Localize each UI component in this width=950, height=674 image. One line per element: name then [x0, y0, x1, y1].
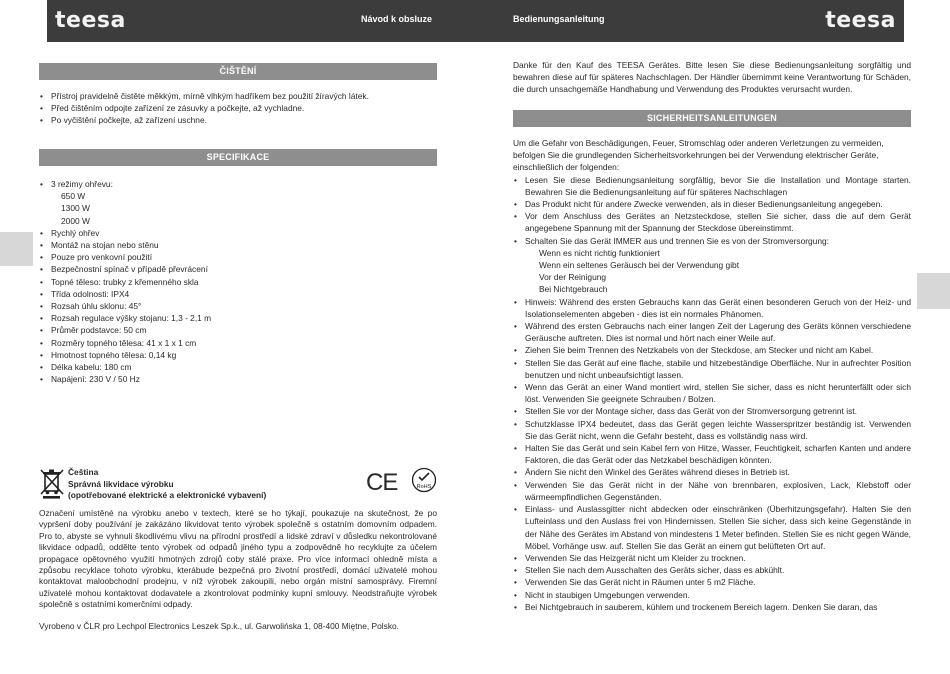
- list-item: • Rozsah úhlu sklonu: 45°: [39, 300, 437, 312]
- list-item: • Bezpečnostní spínač v případě převrácení: [39, 263, 437, 275]
- weee-title: Správná likvidace výrobku: [68, 478, 174, 489]
- heat-modes-list: [51, 190, 437, 227]
- heat-modes-label: 3 režimy ohřevu:: [51, 179, 113, 189]
- section-safety: [513, 110, 911, 613]
- list-item: • Ziehen Sie beim Trennen des Netzkabels von der Steckdose, am Stecker und nicht am Kabel.: [513, 344, 911, 356]
- cleaning-list: [39, 90, 437, 127]
- sub-item: 650 W: [61, 191, 86, 202]
- manufacturer-info: Vyrobeno v ČLR pro Lechpol Electronics Leszek Sp.k., ul. Garwolińska 1, 08-400 Miętne, Polsko.: [39, 621, 399, 631]
- section-title-specs: SPECIFIKACE: [39, 149, 437, 166]
- ce-mark: CE: [366, 469, 398, 496]
- sub-item: 1300 W: [61, 203, 90, 214]
- list-item: • Rozsah regulace výšky stojanu: 1,3 - 2,1 m: [39, 312, 437, 324]
- list-item: • Einlass- und Auslassgitter nicht abdecken oder einschränken (Überhitzungsgefahr). Halten Sie den Lufteinlass und den Auslass frei von Hindernissen. Stellen Sie sicher, dass sich keine Gegenstände in der Nähe des Gerätes im Abstand von mindestens 1 Meter befinden. Stellen Sie es nicht gegen Wände, Möbel, Vorhänge usw. auf. Stellen Sie das Gerät an einem gut belüfteten Ort auf.: [513, 503, 911, 552]
- section-cleaning: [39, 63, 437, 127]
- list-item: • Bei Nichtgebrauch in sauberem, kühlem und trockenem Bereich lagern. Denken Sie daran, das: [513, 601, 911, 613]
- list-item: • Rozměry topného tělesa: 41 x 1 x 1 cm: [39, 337, 437, 349]
- list-item: • Stellen Sie das Gerät auf eine flache, stabile und hitzebeständige Oberfläche. Nur in aufrechter Position benutzen und nicht unbeaufsichtigt lassen.: [513, 357, 911, 381]
- list-item: • Während des ersten Gebrauchs nach einer langen Zeit der Lagerung des Geräts können verschiedene Geräusche auftreten. Dies ist normal und hört nach einer Weile auf.: [513, 320, 911, 344]
- list-item: • Schalten Sie das Gerät IMMER aus und trennen Sie es von der Stromversorgung:: [513, 235, 911, 247]
- section-specs: [39, 149, 437, 385]
- safety-sublist: [513, 247, 911, 296]
- list-item: • Hinweis: Während des ersten Gebrauchs kann das Gerät einen besonderen Geruch von der Heiz- und Isolationselementen abgeben - dies ist ein normales Phänomen.: [513, 296, 911, 320]
- sub-item: 2000 W: [61, 215, 90, 226]
- list-item: • Třída odolnosti: IPX4: [39, 288, 437, 300]
- weee-lang: Čeština: [68, 467, 99, 477]
- specs-list-rest: [39, 227, 437, 386]
- sub-item: Wenn ein seltenes Geräusch bei der Verwendung gibt: [539, 260, 740, 271]
- list-item: • Délka kabelu: 180 cm: [39, 361, 437, 373]
- weee-heading: [68, 467, 266, 502]
- list-item: • Stellen Sie nach dem Ausschalten des Geräts sicher, dass es abkühlt.: [513, 564, 911, 576]
- weee-subtitle: (opotřebované elektrické a elektronické vybavení): [68, 490, 267, 501]
- list-item: • Das Produkt nicht für andere Zwecke verwenden, als in dieser Bedienungsanleitung angegeben.: [513, 198, 911, 210]
- header-bar: [47, 0, 904, 42]
- rohs-label: RoHS: [416, 484, 432, 490]
- crossed-bin-icon: [39, 467, 65, 499]
- list-item: • Schutzklasse IPX4 bedeutet, dass das Gerät gegen leichte Wasserspritzer beständig ist. Verwenden Sie das Gerät nicht, wenn die Gefahr besteht, dass es vollständig nass wird.: [513, 418, 911, 442]
- list-item: • Pouze pro venkovní použití: [39, 251, 437, 263]
- safety-lead: Um die Gefahr von Beschädigungen, Feuer, Stromschlag oder anderen Verletzungen zu vermeiden, befolgen Sie die grundlegenden Sicherheitsvorkehrungen bei der Verwendung elektrischer Geräte, einschließlich der folgenden:: [513, 138, 884, 173]
- list-item: • Po vyčištění počkejte, až zařízení uschne.: [39, 114, 437, 126]
- list-item: • Přístroj pravidelně čistěte měkkým, mírně vlhkým hadříkem bez použití žíravých látek.: [39, 90, 437, 102]
- list-item: • Verwenden Sie das Gerät nicht in der Nähe von brennbaren, explosiven, Lack, Klebstoff oder wärmeempfindlichen Gegenständen.: [513, 479, 911, 503]
- weee-body-text: Označení umístěné na výrobku anebo v textech, které se ho týkají, poukazuje na skutečnost, že po vypršení doby používání je zakázáno likvidovat tento výrobek společně s ostatním domovním odpadem. Pro to, abyste se vyhnuli škodlivému vlivu na přírodní prostředí a lidské zdraví v důsledku nekontrolované likvidace odpadů, oddělte tento výrobek od odpadů jiného typu a zodpovědně ho recyklujte za účelem propagace opětovného využití hmotných zdrojů coby stálé praxe. Pro více informací ohledně místa a způsobu recyklace tohoto výrobku, kterábude bezpečná pro životní prostředí, domácí uživatelé mohou kontaktovat maloobchodní prodejnu, v níž výrobek zakoupili, nebo orgán místní samosprávy. Firemní uživatelé mohou kontaktovat dodavatele a zkontrolovat podmínky kupní smlouvy. Neodstraňujte výrobek společně s ostatními komerčními odpady.: [39, 508, 437, 610]
- section-title-cleaning: ČIŠTĚNÍ: [39, 63, 437, 80]
- sub-item: Wenn es nicht richtig funktioniert: [539, 247, 660, 258]
- safety-list-b: [513, 296, 911, 613]
- list-item: • Verwenden Sie das Heizgerät nicht um Kleider zu trocknen.: [513, 552, 911, 564]
- list-item: • Před čištěním odpojte zařízení ze zásuvky a počkejte, až vychladne.: [39, 102, 437, 114]
- specs-list: [39, 178, 437, 227]
- list-item: • Rychlý ohřev: [39, 227, 437, 239]
- rohs-icon: [411, 467, 437, 493]
- page-side-tab-right: [917, 273, 950, 309]
- list-item: • Průměr podstavce: 50 cm: [39, 324, 437, 336]
- header-title-de: Bedienungsanleitung: [513, 14, 605, 24]
- brand-logo-left: teesa: [55, 8, 126, 33]
- header-title-cz: Návod k obsluze: [361, 14, 433, 24]
- list-item: • Halten Sie das Gerät und sein Kabel fern von Hitze, Wasser, Feuchtigkeit, scharfen Kanten und andere Faktoren, die das Gerät oder das Netzkabel beschädigen könnten.: [513, 442, 911, 466]
- list-item: • Verwenden Sie das Gerät nicht in Räumen unter 5 m2 Fläche.: [513, 576, 911, 588]
- list-item: • Nicht in staubigen Umgebungen verwenden.: [513, 589, 911, 601]
- list-item: • Wenn das Gerät an einer Wand montiert wird, stellen Sie sicher, dass es nicht herunterfällt oder sich löst. Verwenden Sie geeignete Schrauben / Bolzen.: [513, 381, 911, 405]
- safety-list-a: [513, 174, 911, 247]
- list-item: • Ändern Sie nicht den Winkel des Gerätes während dieses in Betrieb ist.: [513, 466, 911, 478]
- page-side-tab-left: [0, 232, 33, 266]
- list-item: [39, 178, 437, 227]
- section-title-safety: SICHERHEITSANLEITUNGEN: [513, 110, 911, 127]
- list-item: • Montáž na stojan nebo stěnu: [39, 239, 437, 251]
- section-intro-de: [513, 59, 911, 96]
- intro-text: Danke für den Kauf des TEESA Gerätes. Bitte lesen Sie diese Bedienungsanleitung sorgfältig und bewahren diese auf für späteres Nachschlagen. Der Händler übernimmt keine Verantwortung für Schäden, die durch unsachgemäße Handhabung und Verwendung des Produktes verursacht wurden.: [513, 60, 911, 95]
- list-item: • Vor dem Anschluss des Gerätes an Netzsteckdose, stellen Sie sicher, dass die auf dem Gerät angegebene Spannung mit der Spannung der Steckdose übereinstimmt.: [513, 210, 911, 234]
- sub-item: Bei Nichtgebrauch: [539, 284, 608, 295]
- list-item: • Napájení: 230 V / 50 Hz: [39, 373, 437, 385]
- list-item: • Lesen Sie diese Bedienungsanleitung sorgfältig, bevor Sie die Installation und Montage starten. Bewahren Sie die Bedienungsanleitung auf für späteres Nachschlagen: [513, 174, 911, 198]
- list-item: • Topné těleso: trubky z křemenného skla: [39, 276, 437, 288]
- sub-item: Vor der Reinigung: [539, 272, 607, 283]
- list-item: • Stellen Sie vor der Montage sicher, dass das Gerät von der Stromversorgung getrennt ist.: [513, 405, 911, 417]
- brand-logo-right: teesa: [825, 8, 896, 33]
- list-item: • Hmotnost topného tělesa: 0,14 kg: [39, 349, 437, 361]
